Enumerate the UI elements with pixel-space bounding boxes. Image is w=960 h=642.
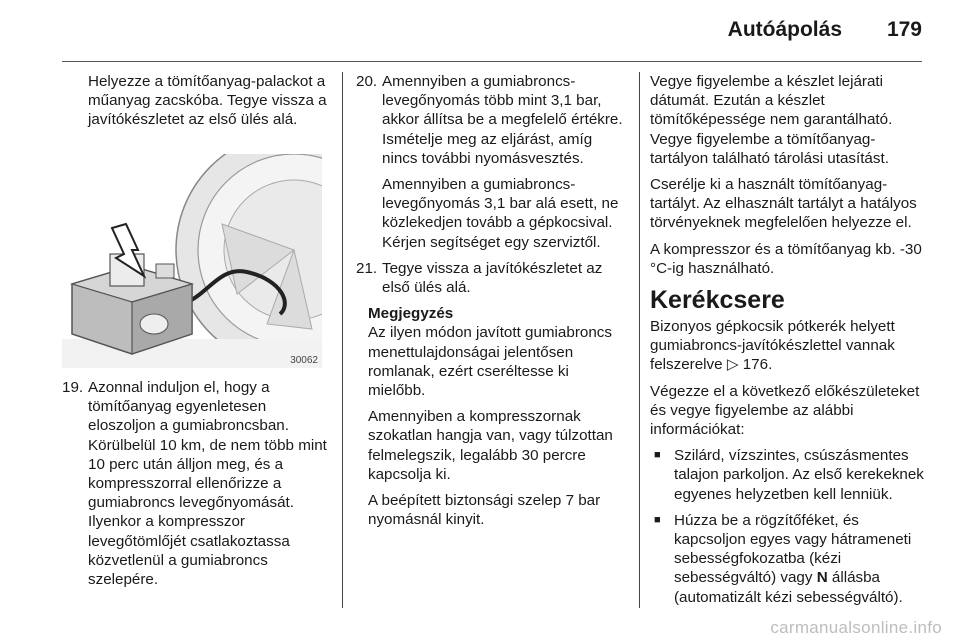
step-21 — [356, 259, 628, 297]
watermark: carmanualsonline.info — [770, 618, 942, 637]
column-1 — [62, 72, 330, 137]
column-1-lower — [62, 378, 330, 596]
spare-text: Bizonyos gépkocsik pótkerék helyett gumiabroncs-javítókészlettel vannak felszerelve — [650, 318, 895, 374]
page-number: 179 — [886, 18, 922, 41]
note-paragraph-3: A beépített biztonsági szelep 7 bar nyomásnál kinyit. — [368, 492, 601, 529]
note-block — [356, 304, 628, 529]
bullet-item-2 — [650, 511, 924, 607]
step-20-extra: Amennyiben a gumiabroncs-levegőnyomás 3,1 bar alá esett, ne közlekedjen tovább a gépkocsival. Kérjen segítséget egy szerviztől. — [382, 176, 619, 251]
column-divider-2 — [639, 72, 640, 608]
paragraph-temperature: A kompresszor és a tömítőanyag kb. -30 °C-ig használható. — [650, 240, 922, 277]
note-title: Megjegyzés — [368, 305, 454, 323]
bullet-item-1 — [650, 446, 924, 504]
intro-paragraph: Helyezze a tömítőanyag-palackot a műanyag zacskóba. Tegye vissza a javítókészletet az első ülés alá. — [88, 73, 327, 129]
bullet-square-icon: ■ — [654, 513, 661, 526]
page-ref-icon: ▷ — [726, 356, 743, 374]
compressor-tire-drawing — [62, 154, 322, 368]
step-text: Tegye vissza a javítókészletet az első ülés alá. — [382, 259, 603, 297]
bullet-square-icon: ■ — [654, 449, 661, 462]
bullet-text-pre: Húzza be a rögzítőféket, és kapcsoljon egyes vagy hátrameneti sebességfokozatba (kézi sebességváltó) vagy — [674, 511, 912, 587]
paragraph-expiry: Vegye figyelembe a készlet lejárati dátumát. Ezután a készlet tömítőképessége nem garantálható. Vegye figyelembe a tömítőanyag-tartályon található tárolási utasítást. — [650, 73, 893, 167]
step-number: 20. — [356, 73, 378, 90]
step-text: Amennyiben a gumiabroncs-levegőnyomás több mint 3,1 bar, akkor állítsa be a megfelelő értékre. Ismételje meg az eljárást, amíg nincs további nyomásvesztés. — [382, 73, 623, 167]
illustration-code: 30062 — [290, 355, 318, 366]
bullet-text — [674, 511, 924, 607]
column-3 — [650, 72, 924, 614]
column-divider-1 — [342, 72, 343, 608]
page-title: Autóápolás — [727, 18, 842, 41]
paragraph-spare — [650, 317, 924, 375]
compressor-illustration — [62, 154, 322, 368]
paragraph-replace: Cserélje ki a használt tömítőanyag-tartályt. Az elhasznált tartályt a hatályos törvényeknek megfelelően helyezze el. — [650, 176, 917, 232]
step-20 — [356, 72, 628, 168]
page-header — [0, 0, 960, 60]
section-heading: Kerékcsere — [650, 286, 785, 315]
step-number: 19. — [62, 379, 84, 396]
paragraph-prepare: Végezze el a következő előkészületeket és vegye figyelembe az alábbi információkat: — [650, 382, 920, 439]
step-text: Azonnal induljon el, hogy a tömítőanyag egyenletesen eloszoljon a gumiabroncsban. Körülbelül 10 km, de nem több mint 10 perc után álljon meg, és a kompresszorral ellenőrizze a gumiabroncs levegőnyomását. Ilyenkor a kompresszor levegőtömlőjét csatlakoztassa közvetlenül a gumiabroncs szelepére. — [88, 379, 327, 589]
header-rule — [62, 61, 922, 62]
step-19 — [62, 378, 330, 589]
note-paragraph-1: Az ilyen módon javított gumiabroncs menettulajdonságai jelentősen romlanak, ezért cseréltesse ki mielőbb. — [368, 324, 612, 400]
step-number: 21. — [356, 259, 378, 277]
bullet-text-post: állásba (automatizált kézi sebességváltó). — [674, 569, 903, 606]
bullet-text: Szilárd, vízszintes, csúszásmentes talajon parkoljon. Az első kerekeknek egyenes helyzetben kell lenniük. — [674, 447, 924, 503]
page-ref-link[interactable]: 176. — [742, 356, 773, 374]
column-2 — [356, 72, 628, 536]
note-paragraph-2: Amennyiben a kompresszornak szokatlan hangja van, vagy túlzottan felmelegszik, legalább 30 percre kapcsolja ki. — [368, 408, 613, 483]
gear-position-n: N — [816, 569, 828, 587]
